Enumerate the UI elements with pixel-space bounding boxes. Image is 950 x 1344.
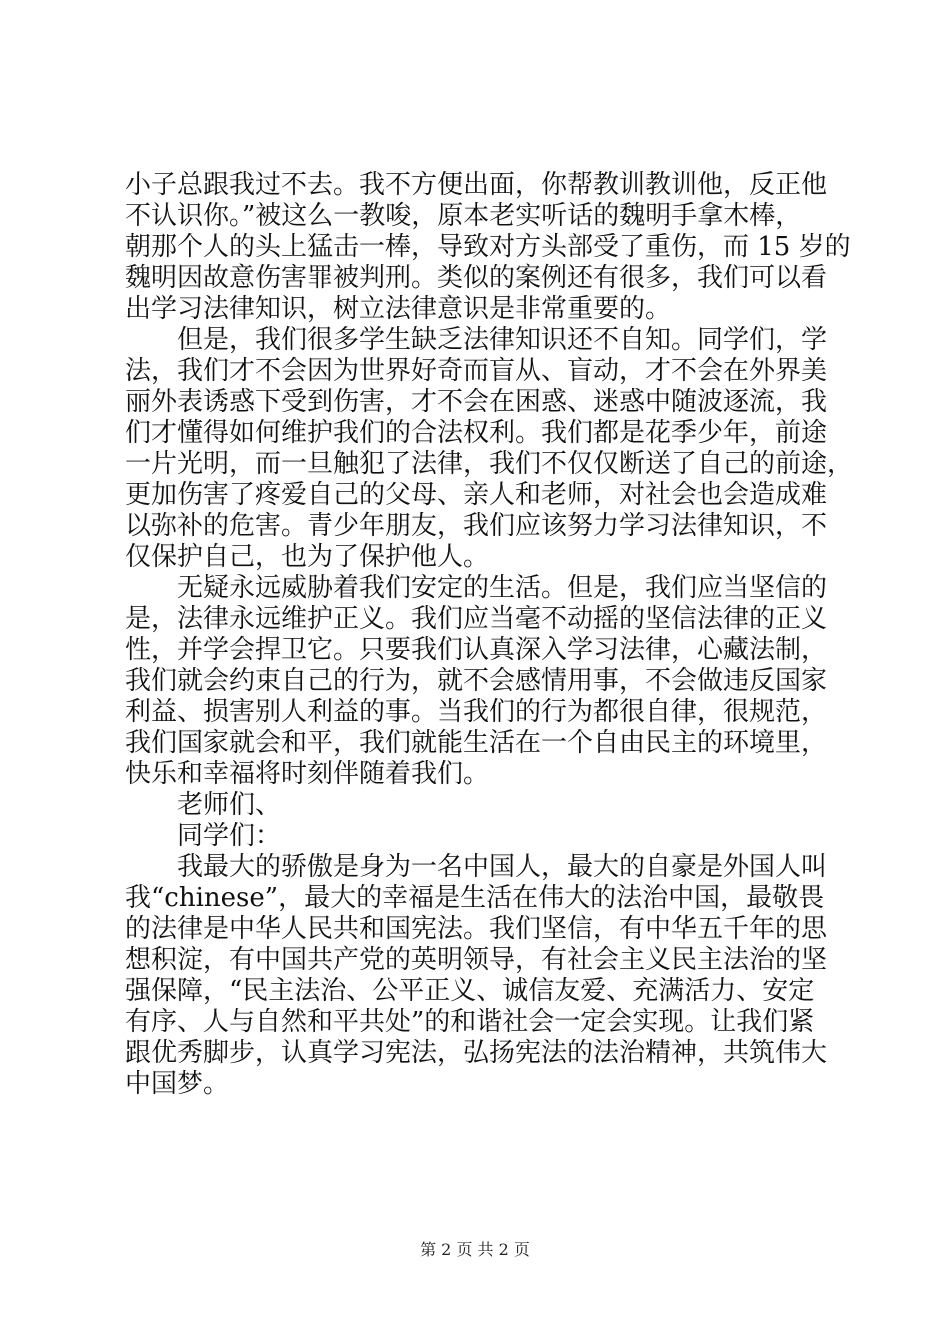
- text-line: 魏明因故意伤害罪被判刑。类似的案例还有很多，我们可以看: [125, 263, 828, 293]
- text-line: 我们国家就会和平，我们就能生活在一个自由民主的环境里，: [125, 728, 828, 758]
- text-line: 强保障，“民主法治、公平正义、诚信友爱、充满活力、安定: [125, 976, 815, 1006]
- text-line: 跟优秀脚步，认真学习宪法，弘扬宪法的法治精神，共筑伟大: [125, 1038, 828, 1068]
- text-line: 们才懂得如何维护我们的合法权利。我们都是花季少年，前途: [125, 418, 828, 448]
- text-line: 但是，我们很多学生缺乏法律知识还不自知。同学们，学: [125, 325, 828, 355]
- text-line: 不认识你。”被这么一教唆，原本老实听话的魏明手拿木棒，: [125, 201, 802, 231]
- text-line: 有序、人与自然和平共处”的和谐社会一定会实现。让我们紧: [125, 1007, 815, 1037]
- text-line: 朝那个人的头上猛击一棒，导致对方头部受了重伤，而 15 岁的: [125, 232, 851, 262]
- text-line: 是，法律永远维护正义。我们应当毫不动摇的坚信法律的正义: [125, 604, 828, 634]
- text-line: 的法律是中华人民共和国宪法。我们坚信，有中华五千年的思: [125, 914, 828, 944]
- text-line: 同学们：: [125, 821, 282, 851]
- text-line: 无疑永远威胁着我们安定的生活。但是，我们应当坚信的: [125, 573, 828, 603]
- text-line: 更加伤害了疼爱自己的父母、亲人和老师，对社会也会造成难: [125, 480, 828, 510]
- text-line: 想积淀，有中国共产党的英明领导，有社会主义民主法治的坚: [125, 945, 828, 975]
- text-line: 中国梦。: [125, 1069, 230, 1099]
- text-line: 仅保护自己，也为了保护他人。: [125, 542, 490, 572]
- text-line: 性，并学会捍卫它。只要我们认真深入学习法律，心藏法制，: [125, 635, 828, 665]
- text-line: 一片光明，而一旦触犯了法律，我们不仅仅断送了自己的前途，: [125, 449, 854, 479]
- text-line: 出学习法律知识，树立法律意识是非常重要的。: [125, 294, 672, 324]
- document-body: [125, 170, 854, 1100]
- text-line: 快乐和幸福将时刻伴随着我们。: [125, 759, 490, 789]
- text-line: 丽外表诱惑下受到伤害，才不会在困惑、迷惑中随波逐流，我: [125, 387, 828, 417]
- text-line: 利益、损害别人利益的事。当我们的行为都很自律，很规范，: [125, 697, 828, 727]
- text-line: 以弥补的危害。青少年朋友，我们应该努力学习法律知识，不: [125, 511, 828, 541]
- text-line: 法，我们才不会因为世界好奇而盲从、盲动，才不会在外界美: [125, 356, 828, 386]
- page-number-footer: 第 2 页 共 2 页: [420, 1240, 530, 1259]
- text-line: 老师们、: [125, 790, 282, 820]
- text-line: 我们就会约束自己的行为，就不会感情用事，不会做违反国家: [125, 666, 828, 696]
- text-line: 我最大的骄傲是身为一名中国人，最大的自豪是外国人叫: [125, 852, 828, 882]
- text-line: 我“chinese”，最大的幸福是生活在伟大的法治中国，最敬畏: [125, 883, 825, 913]
- text-line: 小子总跟我过不去。我不方便出面，你帮教训教训他，反正他: [125, 170, 828, 200]
